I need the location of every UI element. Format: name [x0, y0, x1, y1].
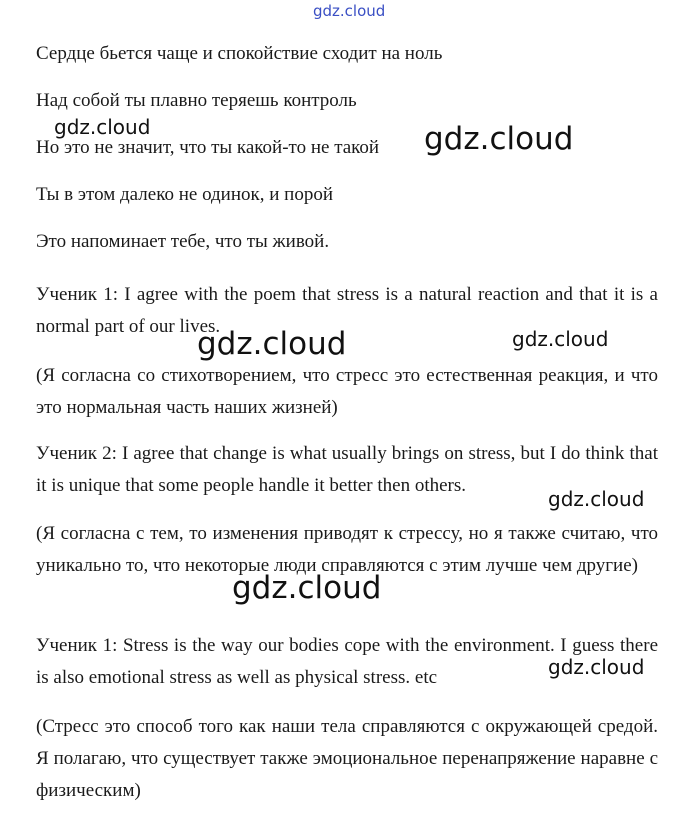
student1-statement: Ученик 1: I agree with the poem that stress is a natural reaction and that it is a normal part of our lives. [36, 284, 658, 337]
watermark: gdz.cloud [512, 327, 609, 351]
student1-translation-2: (Стресс это способ того как наши тела справляются с окружающей средой. Я полагаю, что существует также эмоциональное перенапряжение наравне с физическим) [36, 716, 658, 801]
watermark: gdz.cloud [424, 121, 574, 157]
watermark: gdz.cloud [548, 487, 645, 511]
watermark: gdz.cloud [54, 115, 151, 139]
header-watermark: gdz.cloud [313, 2, 386, 20]
watermark: gdz.cloud [232, 570, 382, 606]
student1-statement-2: Ученик 1: Stress is the way our bodies cope with the environment. I guess there is also emotional stress as well as physical stress. etc [36, 635, 658, 688]
student2-statement: Ученик 2: I agree that change is what usually brings on stress, but I do think that it is unique that some people handle it better then others. [36, 443, 658, 496]
poem-line-1: Сердце бьется чаще и спокойствие сходит на ноль [36, 43, 443, 64]
poem-line-5: Это напоминает тебе, что ты живой. [36, 231, 330, 252]
poem-line-2: Над собой ты плавно теряешь контроль [36, 90, 357, 111]
watermark: gdz.cloud [548, 655, 645, 679]
poem-line-3: Но это не значит, что ты какой-то не такой [36, 137, 380, 158]
poem-line-4: Ты в этом далеко не одинок, и порой [36, 184, 334, 205]
student1-translation: (Я согласна со стихотворением, что стресс это естественная реакция, и что это нормальная часть наших жизней) [36, 365, 658, 418]
watermark: gdz.cloud [197, 326, 347, 362]
student2-translation: (Я согласна с тем, то изменения приводят к стрессу, но я также считаю, что уникально то, что некоторые люди справляются с этим лучше чем другие) [36, 523, 658, 576]
